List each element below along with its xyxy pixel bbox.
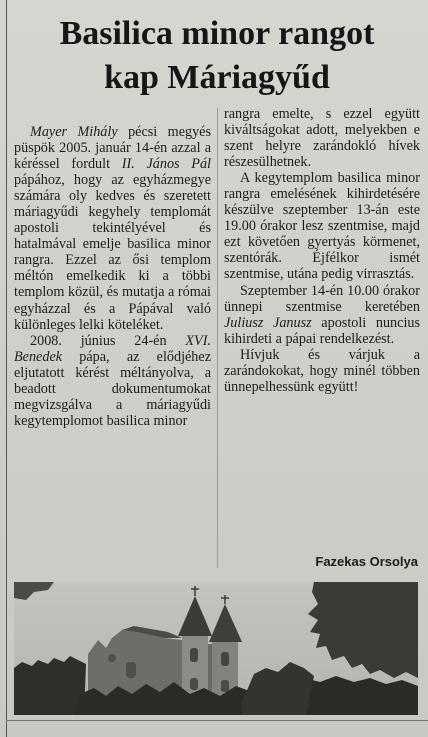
tower-window-4: [221, 680, 229, 692]
paragraph-4-text-b: apostoli nuncius kihirdeti a pápai rendelkezést.: [224, 314, 421, 347]
nuncio-name: Juliusz Janusz: [224, 314, 312, 331]
paragraph-2-continuation: rangra emelte, s ezzel együtt kiváltságokat adott, melyekben e szent helyre zarándokló hívek részesülhetnek.: [224, 106, 420, 171]
article-title: [14, 12, 420, 100]
paragraph-2-text-b: pápa, az elődjéhez eljutatott kérést méltányolva, a beadott dokumentumokat megvizsgálva a máriagyűdi kegytemplomot basilica minor: [14, 348, 211, 429]
column-divider: [217, 108, 218, 568]
church-photo: [14, 582, 418, 715]
article-title-line-2: kap Máriagyűd: [104, 59, 330, 96]
pope-name-1: II. János Pál: [121, 156, 211, 173]
tower-window-2: [221, 652, 229, 666]
paragraph-1: [14, 124, 211, 333]
pope-name-2: XVI. Benedek: [14, 332, 211, 365]
article-column-left: [14, 124, 211, 429]
paragraph-2: [14, 333, 211, 429]
paragraph-3: A kegytemplom basilica minor rangra emelésének kihirdetésére készülve szeptember 13-án este 19.00 órakor lesz szentmise, majd ezt követően gyertyás körmenet, szentórák. Éjfélkor ismét szentmise, utána pedig virrasztás.: [224, 170, 420, 283]
article-column-right: [224, 106, 420, 395]
nave-rose-window: [108, 654, 116, 662]
paragraph-4: [224, 283, 420, 347]
article-signature: Fazekas Orsolya: [315, 554, 418, 569]
tree-left: [14, 656, 86, 715]
tower-window-3: [190, 678, 198, 690]
nave-window: [126, 662, 136, 678]
church-photo-image: [14, 582, 418, 715]
paragraph-1-text-a: pécsi megyés püspök 2005. január 14-én azzal a kéréssel fordult: [14, 124, 211, 173]
bottom-rule: [6, 720, 428, 721]
left-column-rule: [6, 0, 7, 737]
author-name: Mayer Mihály: [30, 124, 118, 140]
paragraph-4-text-a: Szeptember 14-én 10.00 órakor ünnepi szentmise keretében: [224, 282, 420, 315]
article-title-line-1: Basilica minor rangot: [59, 15, 375, 52]
tower-window-1: [190, 648, 198, 662]
paragraph-2-text-a: 2008. június 24-én: [30, 332, 186, 349]
paragraph-1-text-b: pápához, hogy az egyházmegye számára oly kedves és szeretett máriagyűdi kegyhely templomát apostoli tekintélyével és hatalmával emelje basilica minor rangra. Ezzel az ősi templom méltón emelkedik ki a többi templom közül, és mutatja a római egyházzal és a Pápával való különleges lelki köteléket.: [14, 172, 211, 333]
paragraph-5: Hívjuk és várjuk a zarándokokat, hogy minél többen ünnepelhessünk együtt!: [224, 346, 420, 395]
